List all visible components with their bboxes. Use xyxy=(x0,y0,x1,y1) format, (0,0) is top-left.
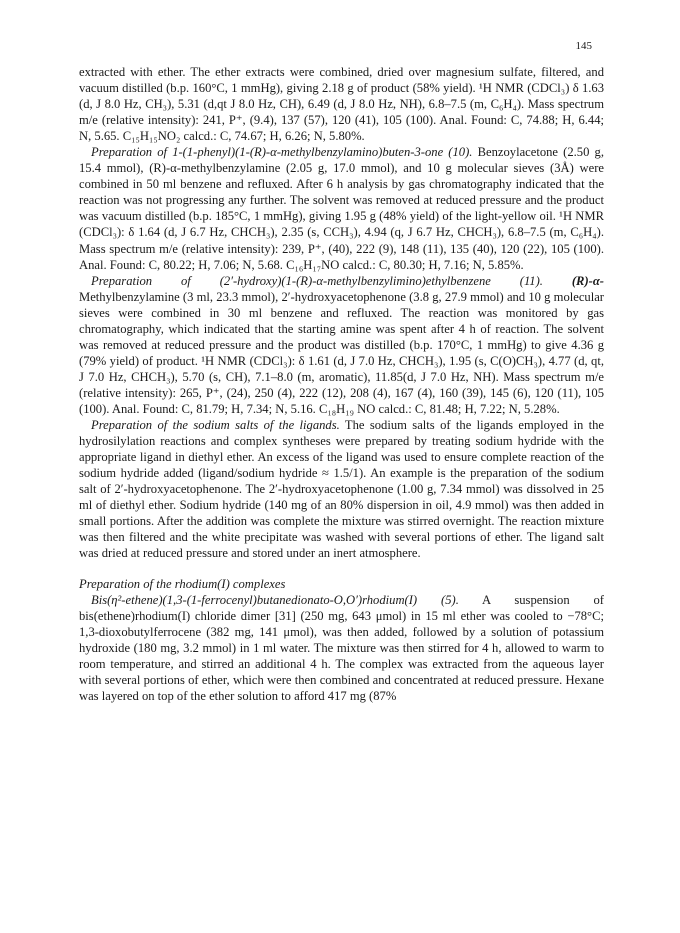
paragraph-text: The sodium salts of the ligands employed in the hydrosilylation reactions and complex syntheses were prepared by treating sodium hydride with the appropriate ligand in diethyl ether. An excess of the ligand was used to ensure complete reaction of the sodium hydride added (ligand/sodium hydride ≈ 1.5/1). An example is the preparation of the sodium salt of 2′-hydroxyacetophenone. The 2′-hydroxyacetophenone (1.00 g, 7.34 mmol) was dissolved in 25 ml of diethyl ether. Sodium hydride (140 mg of an 80% dispersion in oil, 4.9 mmol) was then added in small portions. After the addition was complete the mixture was stirred overnight. The reaction mixture was then filtered and the white precipitate was washed with several portions of ether. The ligand salt was dried at reduced pressure and stored under an inert atmosphere. xyxy=(79,418,605,561)
paragraph-compound-10 xyxy=(79,144,604,272)
paragraph-continuation: extracted with ether. The ether extracts were combined, dried over magnesium sulfate, filtered, and vacuum distilled (b.p. 160°C, 1 mmHg), giving 2.18 g of product (58% yield). ¹H NMR (CDCl₃) δ 1.63 (d, J 8.0 Hz, CH₃), 5.31 (d,qt J 8.0 Hz, CH), 6.49 (d, J 8.0 Hz, NH), 6.8–7.5 (m, C₆H₄). Mass spectrum m/e (relative intensity): 241, P⁺, (9.4), 137 (57), 120 (41), 105 (100). Anal. Found: C, 74.88; H, 6.44; N, 5.65. C₁₅H₁₅NO₂ calcd.: C, 74.67; H, 6.26; N, 5.80%. xyxy=(79,65,604,144)
paragraph-sodium-salts xyxy=(79,417,604,561)
body-text xyxy=(79,64,604,704)
paragraph-text: A suspension of bis(ethene)rhodium(I) chloride dimer [31] (250 mg, 643 μmol) in 15 ml ether was cooled to −78°C; 1,3-dioxobutylferrocene (382 mg, 141 μmol), was then added, followed by a solution of potassium hydroxide (180 mg, 3.2 mmol) in 1 ml water. The mixture was then stirred for 4 h, allowed to warm to room temperature, and stirred an additional 4 h. The complex was extracted from the aqueous layer with several portions of ether, which were then combined and concentrated at reduced pressure. Hexane was layered on top of the ether solution to afford 417 mg (87% xyxy=(79,593,605,704)
paragraph-lead: (R)-α- xyxy=(542,273,604,288)
page-number: 145 xyxy=(575,40,592,52)
paragraph-compound-11 xyxy=(79,273,604,417)
paragraph-text: Methylbenzylamine (3 ml, 23.3 mmol), 2′-hydroxyacetophenone (3.8 g, 27.9 mmol) and 10 g molecular sieves were combined in 30 ml benzene and refluxed. The reaction was monitored by gas chromatography, which indicated that the starting amine was spent after 4 h of reaction. The solvent was removed at reduced pressure and the product was distilled (b.p. 170°C, 1 mmHg) to give 4.36 g (79% yield) of product. ¹H NMR (CDCl₃): δ 1.61 (d, J 7.0 Hz, CHCH₃), 1.95 (s, C(O)CH₃), 4.77 (d, qt, J 7.0 Hz, CHCH₃), 5.70 (s, CH), 7.1–8.0 (m, aromatic), 11.85(d, J 7.0 Hz, NH). Mass spectrum m/e (relative intensity): 265, P⁺, (24), 250 (4), 222 (12), 208 (4), 167 (4), 160 (39), 145 (6), 120 (11), 105 (100). Anal. Found: C, 81.79; H, 7.34; N, 5.16. C₁₈H₁₉ NO calcd.: C, 81.48; H, 7.22; N, 5.28%. xyxy=(79,289,604,416)
paragraph-text: Benzoylacetone (2.50 g, 15.4 mmol), (R)-α-methylbenzylamine (2.05 g, 17.0 mmol), and 10 g molecular sieves (3Å) were combined in 50 ml benzene and refluxed. After 6 h analysis by gas chromatography indicated that the reaction was not progressing any further. The solvent was removed at reduced pressure and the product was vacuum distilled (b.p. 185°C, 1 mmHg), giving 1.95 g (48% yield) of the light-yellow oil. ¹H NMR (CDCl₃): δ 1.64 (d, J 6.7 Hz, CHCH₃), 2.35 (s, CCH₃), 4.94 (q, J 6.7 Hz, CHCH₃), 6.8–7.5 (m, C₆H₄). Mass spectrum m/e (relative intensity): 239, P⁺, (40), 222 (9), 148 (11), 135 (40), 120 (22), 105 (100). Anal. Found: C, 80.22; H, 7.06; N, 5.68. C₁₆H₁₇NO calcd.: C, 80.30; H, 7.16; N, 5.85%. xyxy=(79,145,604,272)
section-heading: Preparation of the rhodium(I) complexes xyxy=(79,576,286,591)
paragraph-heading: Preparation of (2′-hydroxy)(1-(R)-α-methylbenzylimino)ethylbenzene (11). xyxy=(91,273,543,288)
paragraph-heading: Preparation of 1-(1-phenyl)(1-(R)-α-methylbenzylamino)buten-3-one (10). xyxy=(91,145,473,160)
paragraph-heading: Bis(η²-ethene)(1,3-(1-ferrocenyl)butanedionato-O,O′)rhodium(I) (5). xyxy=(91,593,459,607)
paragraph-heading: Preparation of the sodium salts of the ligands. xyxy=(91,418,340,433)
paragraph-compound-5 xyxy=(79,592,604,704)
